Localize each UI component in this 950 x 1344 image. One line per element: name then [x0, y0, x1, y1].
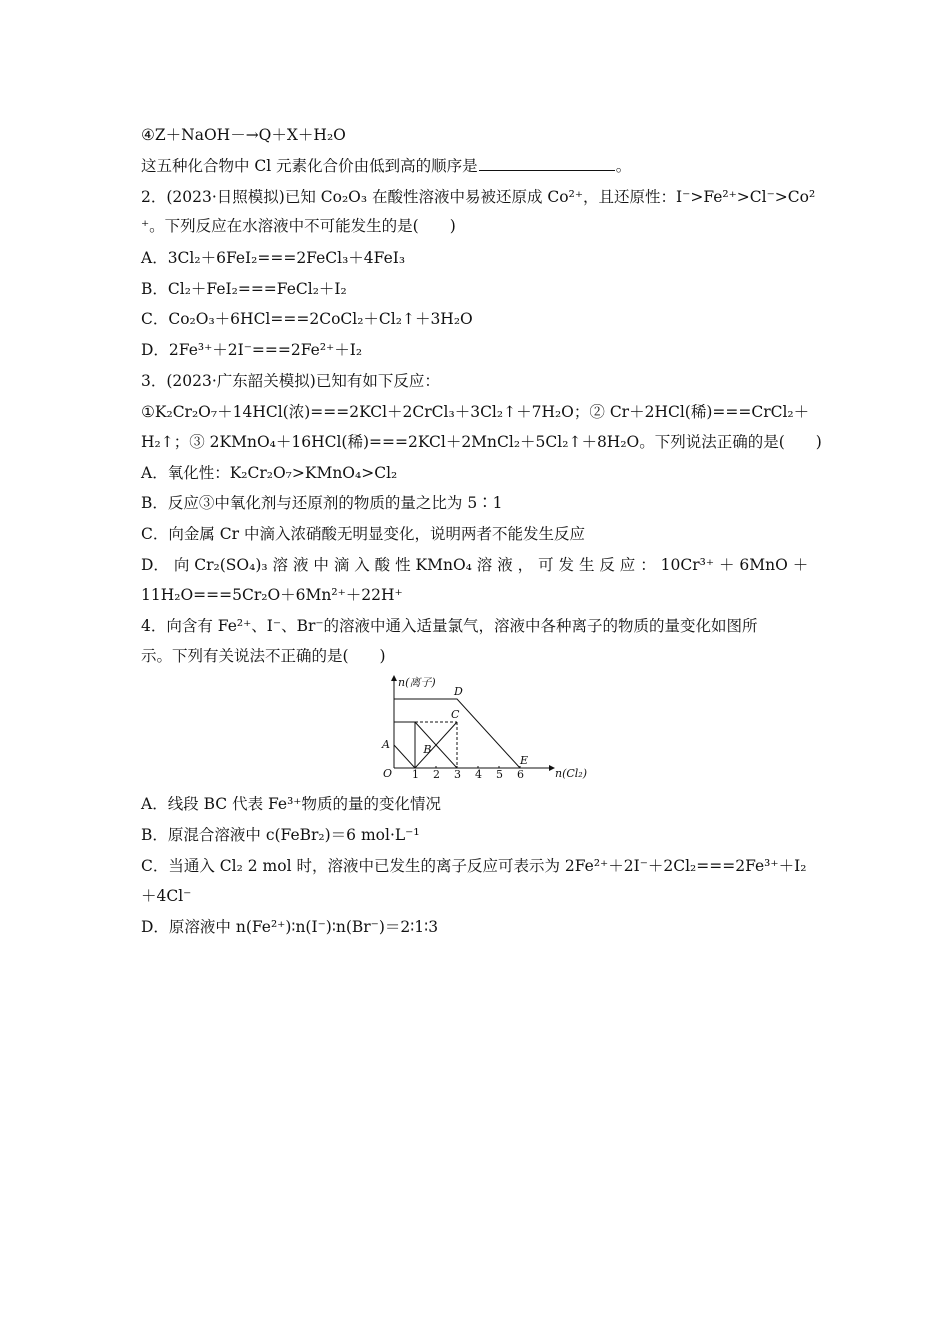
text-line: A．3Cl₂＋6FeI₂===2FeCl₃＋4FeI₃ — [141, 249, 406, 267]
text-line: B．原混合溶液中 c(FeBr₂)＝6 mol·L⁻¹ — [141, 826, 420, 844]
text-line: D．原溶液中 n(Fe²⁺)∶n(I⁻)∶n(Br⁻)＝2∶1∶3 — [141, 918, 439, 936]
text-line: ①K₂Cr₂O₇＋14HCl(浓)===2KCl＋2CrCl₃＋3Cl₂↑＋7H₂O；② Cr＋2HCl(稀)===CrCl₂＋ — [141, 403, 810, 421]
point-label-C: C — [451, 708, 460, 721]
ion-amount-chart — [378, 672, 588, 787]
text-line: 4．向含有 Fe²⁺、I⁻、Br⁻的溶液中通入适量氯气，溶液中各种离子的物质的量变化如图所 — [141, 617, 758, 635]
series-line-AB — [394, 745, 415, 768]
text-line: A．线段 BC 代表 Fe³⁺物质的量的变化情况 — [141, 795, 441, 813]
text-line: ⁺。下列反应在水溶液中不可能发生的是( ) — [141, 217, 456, 235]
x-tick-label: 3 — [454, 768, 461, 781]
text-line: B．Cl₂＋FeI₂===FeCl₂＋I₂ — [141, 280, 347, 298]
text-line: D． 向 Cr₂(SO₄)₃ 溶 液 中 滴 入 酸 性 KMnO₄ 溶 液 ， 可 发 生 反 应 ： 10Cr³⁺ ＋ 6MnO ＋ — [141, 556, 809, 574]
point-label-E: E — [520, 754, 529, 767]
text-line: ＋4Cl⁻ — [141, 887, 192, 905]
point-label-A: A — [382, 738, 390, 751]
text-line: C．Co₂O₃＋6HCl===2CoCl₂＋Cl₂↑＋3H₂O — [141, 310, 473, 328]
x-tick-label: 6 — [517, 768, 524, 781]
x-tick-label: 2 — [433, 768, 440, 781]
text-line: 这五种化合物中 Cl 元素化合价由低到高的顺序是 — [141, 157, 478, 175]
question-1-prompt — [141, 155, 813, 177]
text-line: 3．(2023·广东韶关模拟)已知有如下反应： — [141, 372, 440, 390]
origin-label: O — [383, 767, 393, 780]
text-line: ④Z＋NaOH－→Q＋X＋H₂O — [141, 126, 346, 144]
x-tick-label: 5 — [496, 768, 503, 781]
chart-svg — [378, 672, 588, 787]
y-axis-label: n(离子) — [398, 676, 436, 689]
answer-blank — [479, 156, 615, 171]
text-line: H₂↑；③ 2KMnO₄＋16HCl(稀)===2KCl＋2MnCl₂＋5Cl₂↑＋8H₂O。下列说法正确的是( ) — [141, 433, 822, 451]
text-line: C．当通入 Cl₂ 2 mol 时，溶液中已发生的离子反应可表示为 2Fe²⁺＋2I⁻＋2Cl₂===2Fe³⁺＋I₂ — [141, 857, 807, 875]
text-line: 。 — [615, 157, 632, 175]
point-label-D: D — [454, 685, 463, 698]
text-line: B．反应③中氧化剂与还原剂的物质的量之比为 5∶1 — [141, 494, 503, 512]
text-line: D．2Fe³⁺＋2I⁻===2Fe²⁺＋I₂ — [141, 341, 363, 359]
x-tick-label: 4 — [475, 768, 482, 781]
text-line: A．氧化性：K₂Cr₂O₇>KMnO₄>Cl₂ — [141, 464, 398, 482]
x-tick-label: 1 — [412, 768, 419, 781]
x-axis-label: n(Cl₂) — [555, 767, 588, 780]
text-line: 示。下列有关说法不正确的是( ) — [141, 647, 386, 665]
point-label-B: B — [423, 743, 432, 757]
text-line: 2．(2023·日照模拟)已知 Co₂O₃ 在酸性溶液中易被还原成 Co²⁺，且还原性：I⁻>Fe²⁺>Cl⁻>Co² — [141, 188, 816, 206]
text-line: 11H₂O===5Cr₂O＋6Mn²⁺＋22H⁺ — [141, 586, 403, 604]
text-line: C．向金属 Cr 中滴入浓硝酸无明显变化，说明两者不能发生反应 — [141, 525, 585, 543]
